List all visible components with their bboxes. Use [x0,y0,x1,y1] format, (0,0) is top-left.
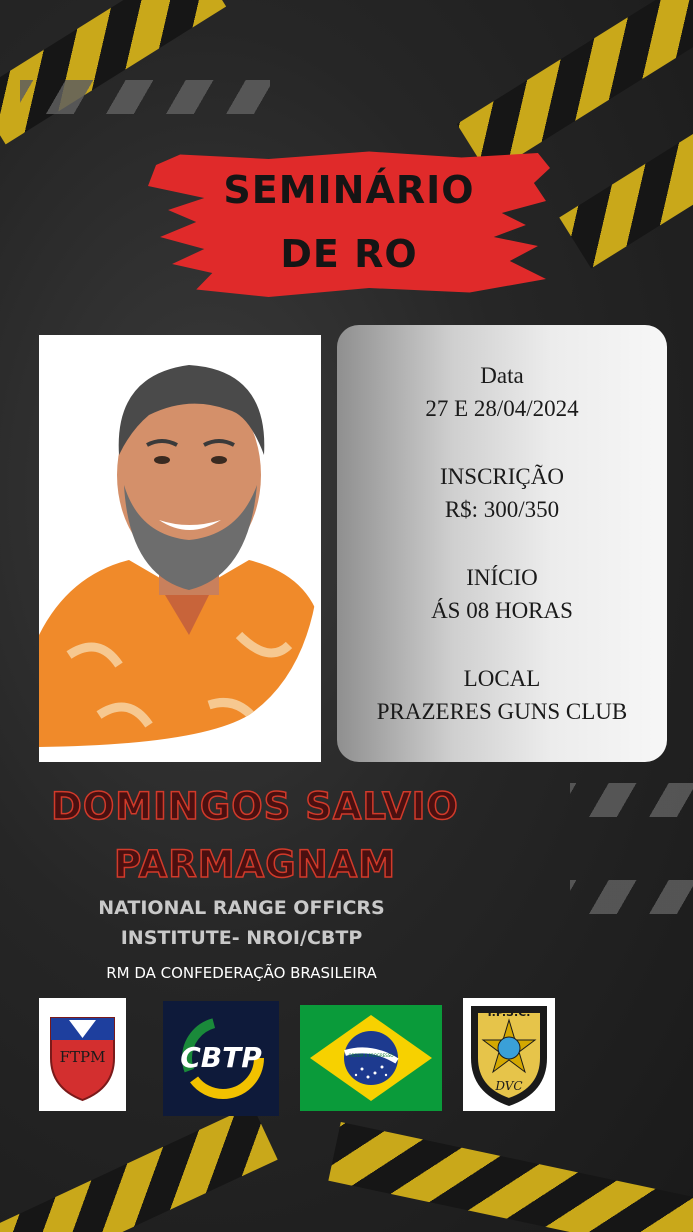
gray-stripes-right-2 [570,880,693,914]
cbtp-logo-text: CBTP [180,1041,262,1074]
ipsc-logo [463,998,555,1111]
speaker-name-line-1: DOMINGOS SALVIO [51,785,459,828]
hazard-stripe-bottom-left [0,1105,278,1232]
title-line-2: DE RO [280,232,418,276]
affiliation-line-1: NATIONAL RANGE OFFICRS [98,897,385,919]
start-label: INÍCIO [466,565,538,590]
title-line-1: SEMINÁRIO [223,168,475,212]
date-block [337,359,667,425]
event-title [148,168,550,276]
event-info-card [337,325,667,762]
start-value: ÁS 08 HORAS [431,598,573,623]
registration-block [337,460,667,526]
hazard-stripe-top-right [457,0,693,175]
gray-stripes-right-1 [570,783,693,817]
registration-label: INSCRIÇÃO [440,464,564,489]
gray-stripes-top [20,80,270,114]
speaker-photo [39,335,321,762]
registration-value: R$: 300/350 [444,497,560,522]
start-block [337,561,667,627]
hazard-stripe-right [559,112,693,269]
ftpm-logo-text: FTPM [59,1048,106,1066]
date-value: 27 E 28/04/2024 [425,396,579,421]
location-label: LOCAL [463,666,541,691]
speaker-portrait [39,335,321,762]
speaker-name-line-2: PARMAGNAM [113,843,397,886]
location-value: PRAZERES GUNS CLUB [376,699,628,724]
affiliation-line-2: INSTITUTE- NROI/CBTP [120,927,363,949]
speaker-role: RM DA CONFEDERAÇÃO BRASILEIRA [106,964,377,982]
location-block [337,662,667,728]
hazard-stripe-bottom-right [328,1122,693,1232]
cbtp-logo [163,1001,279,1116]
date-label: Data [480,363,524,388]
ipsc-motto: DVC [495,1079,523,1093]
ftpm-logo [39,998,126,1111]
flag-motto: ORDEM E PROGRESSO [348,1053,394,1058]
hazard-stripe-top-left [0,0,226,144]
brazil-flag [300,1005,442,1111]
ipsc-logo-text: I.P.S.C. [487,1006,531,1019]
